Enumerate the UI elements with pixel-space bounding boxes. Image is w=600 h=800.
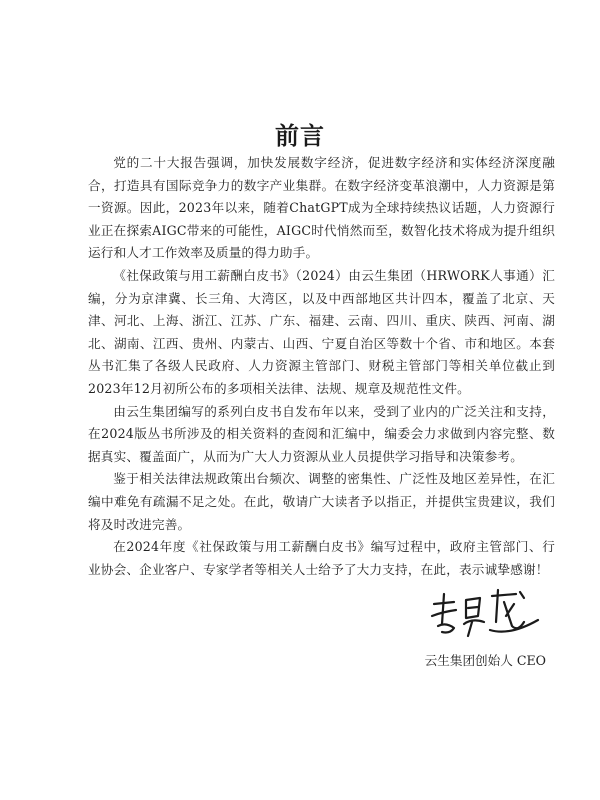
paragraph-2: 《社保政策与用工薪酬白皮书》（2024）由云生集团（HRWORK人事通）汇编，分为京津冀、长三角、大湾区，以及中西部地区共计四本，覆盖了北京、天津、河北、上海、浙江、江苏、广东、福建、云南、四川、重庆、陕西、河南、湖北、湖南、江西、贵州、内蒙古、山西、宁夏自治区等数十个省、市和地区。本套丛书汇集了各级人民政府、人力资源主管部门、财税主管部门等相关单位截止到2023年12月初所公布的多项相关法律、法规、规章及规范性文件。	[88, 267, 555, 396]
paragraph-4: 鉴于相关法律法规政策出台频次、调整的密集性、广泛性及地区差异性，在汇编中难免有疏漏不足之处。在此，敬请广大读者予以指正，并提供宝贵建议，我们将及时改进完善。	[88, 471, 555, 532]
paragraph-3: 由云生集团编写的系列白皮书自发布年以来，受到了业内的广泛关注和支持，在2024版丛书所涉及的相关资料的查阅和汇编中，编委会力求做到内容完整、数据真实、覆盖面广，从而为广大人力资源从业人员提供学习指导和决策参考。	[88, 403, 555, 464]
page-title: 前言	[275, 122, 325, 151]
signature-block	[420, 582, 570, 692]
paragraph-1: 党的二十大报告强调，加快发展数字经济，促进数字经济和实体经济深度融合，打造具有国际竞争力的数字产业集群。在数字经济变革浪潮中，人力资源是第一资源。因此，2023年以来，随着ChatGPT成为全球持续热议话题，人力资源行业正在探索AIGC带来的可能性，AIGC时代悄然而至，数智化技术将成为提升组织运行和人才工作效率及质量的得力助手。	[88, 155, 555, 261]
preface-body	[88, 152, 555, 581]
paragraph-5: 在2024年度《社保政策与用工薪酬白皮书》编写过程中，政府主管部门、行业协会、企业客户、专家学者等相关人士给予了大力支持，在此，表示诚挚感谢！	[88, 539, 555, 577]
handwritten-signature	[420, 582, 550, 642]
signature-caption: 云生集团创始人 CEO	[424, 653, 546, 668]
